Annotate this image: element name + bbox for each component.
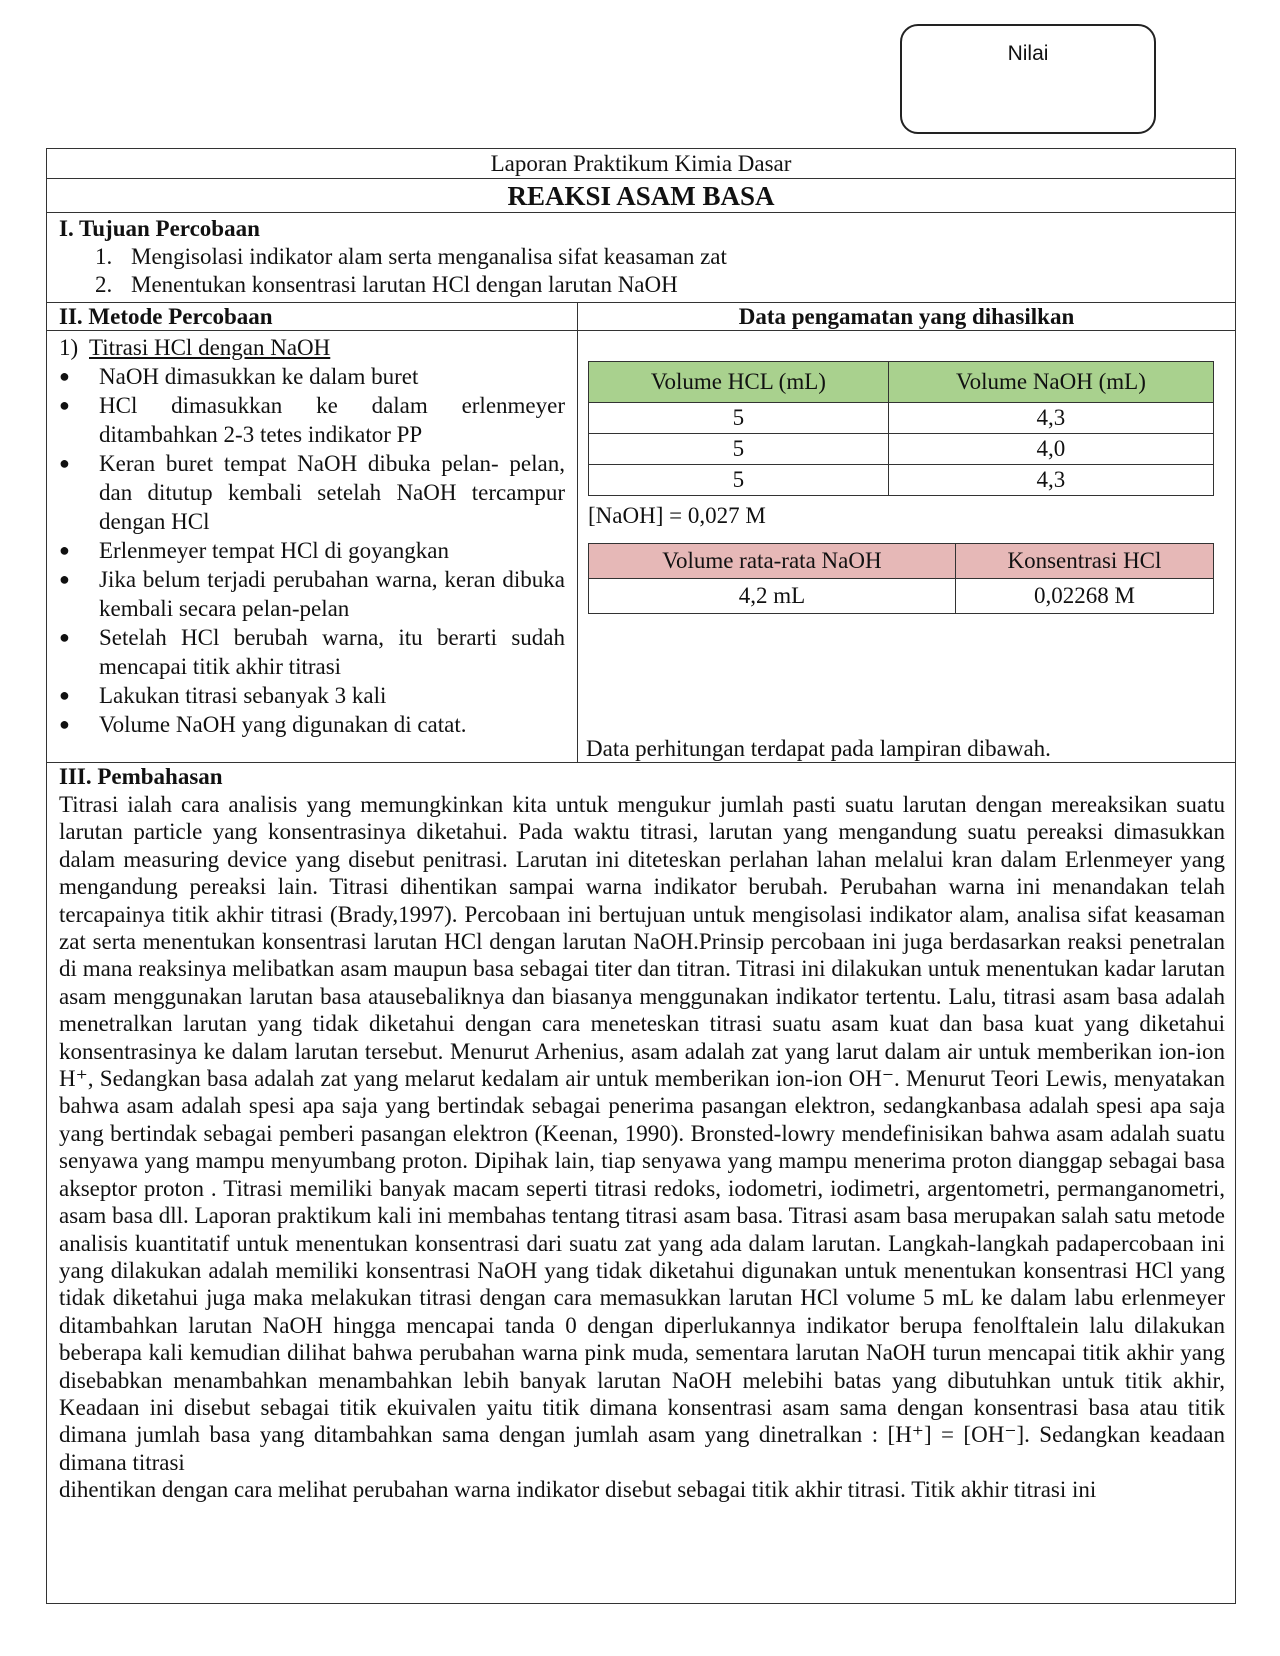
purpose-item-number: 1. xyxy=(95,244,113,269)
course-title: Laporan Praktikum Kimia Dasar xyxy=(47,149,1235,179)
column-header: Volume HCL (mL) xyxy=(589,362,889,403)
table-cell: 4,0 xyxy=(888,434,1213,465)
bullet-icon: ● xyxy=(59,453,70,473)
method-step xyxy=(59,536,565,565)
table-row xyxy=(589,434,1214,465)
method-steps xyxy=(59,362,565,739)
purpose-section xyxy=(47,213,1235,303)
observation-heading: Data pengamatan yang dihasilkan xyxy=(738,304,1075,329)
result-table xyxy=(588,543,1214,614)
method-step-text: HCl dimasukkan ke dalam erlenmeyer ditambahkan 2-3 tetes indikator PP xyxy=(99,393,565,447)
discussion-section xyxy=(47,763,1235,1504)
discussion-heading: III. Pembahasan xyxy=(59,764,223,789)
bullet-icon: ● xyxy=(59,627,70,647)
bullet-icon: ● xyxy=(59,540,70,560)
bullet-icon: ● xyxy=(59,395,70,415)
report-table xyxy=(46,148,1236,1604)
volume-table xyxy=(588,361,1214,496)
method-step xyxy=(59,565,565,623)
table-cell: 5 xyxy=(589,434,889,465)
table-cell: 4,2 mL xyxy=(589,579,956,614)
report-title: REAKSI ASAM BASA xyxy=(47,179,1235,213)
purpose-item xyxy=(95,243,1223,271)
table-cell: 5 xyxy=(589,403,889,434)
method-step-text: Keran buret tempat NaOH dibuka pelan- pelan, dan ditutup kembali setelah NaOH tercampur dengan HCl xyxy=(99,451,565,534)
method-heading: II. Metode Percobaan xyxy=(47,303,578,330)
method-observation-row xyxy=(47,331,1235,763)
table-cell: 4,3 xyxy=(888,403,1213,434)
column-header: Konsentrasi HCl xyxy=(955,544,1213,579)
discussion-paragraph: dihentikan dengan cara melihat perubahan warna indikator disebut sebagai titik akhir titrasi. Titik akhir titrasi ini xyxy=(59,1477,1097,1503)
bullet-icon: ● xyxy=(59,569,70,589)
method-step xyxy=(59,710,565,739)
column-header: Volume NaOH (mL) xyxy=(888,362,1213,403)
purpose-heading: I. Tujuan Percobaan xyxy=(59,216,260,241)
calculation-note: Data perhitungan terdapat pada lampiran dibawah. xyxy=(586,736,1051,761)
table-header-row xyxy=(589,362,1214,403)
table-cell: 4,3 xyxy=(888,465,1213,496)
column-header: Volume rata-rata NaOH xyxy=(589,544,956,579)
section-header-row xyxy=(47,303,1235,331)
bullet-icon: ● xyxy=(59,714,70,734)
method-step-text: NaOH dimasukkan ke dalam buret xyxy=(99,364,419,389)
method-step-text: Lakukan titrasi sebanyak 3 kali xyxy=(99,683,387,708)
method-step xyxy=(59,391,565,449)
method-subtitle-text: Titrasi HCl dengan NaOH xyxy=(89,335,331,360)
method-step-text: Erlenmeyer tempat HCl di goyangkan xyxy=(99,538,450,563)
method-step xyxy=(59,681,565,710)
method-step-text: Volume NaOH yang digunakan di catat. xyxy=(99,712,467,737)
table-header-row xyxy=(589,544,1214,579)
method-subtitle xyxy=(59,333,565,362)
method-step xyxy=(59,362,565,391)
method-step xyxy=(59,449,565,536)
table-row xyxy=(589,579,1214,614)
observation-column xyxy=(578,331,1235,762)
naoh-concentration: [NaOH] = 0,027 M xyxy=(588,503,766,528)
purpose-item-text: Mengisolasi indikator alam serta menganalisa sifat keasaman zat xyxy=(131,244,727,269)
bullet-icon: ● xyxy=(59,685,70,705)
method-column xyxy=(47,331,578,762)
bullet-icon: ● xyxy=(59,366,70,386)
grade-label: Nilai xyxy=(1007,42,1049,65)
method-step-text: Jika belum terjadi perubahan warna, keran dibuka kembali secara pelan-pelan xyxy=(99,567,565,621)
grade-box xyxy=(900,24,1156,134)
purpose-item-number: 2. xyxy=(95,272,113,297)
discussion-paragraph: Titrasi ialah cara analisis yang memungkinkan kita untuk mengukur jumlah pasti suatu larutan dengan mereaksikan suatu larutan particle yang konsentrasinya diketahui. Pada waktu titrasi, larutan yang mengandung suatu pereaksi dimasukkan dalam measuring device yang disebut penitrasi. Larutan ini diteteskan perlahan lahan melalui kran dalam Erlenmeyer yang mengandung pereaksi lain. Titrasi dihentikan sampai warna indikator berubah. Perubahan warna ini menandakan telah tercapainya titik akhir titrasi (Brady,1997). Percobaan ini bertujuan untuk mengisolasi indikator alam, analisa sifat keasaman zat serta menentukan konsentrasi larutan HCl dengan larutan NaOH.Prinsip percobaan ini juga berdasarkan reaksi penetralan di mana reaksinya melibatkan asam maupun basa sebagai titer dan titran. Titrasi ini dilakukan untuk menentukan kadar larutan asam menggunakan larutan basa atausebaliknya dan biasanya menggunakan indikator tertentu. Lalu, titrasi asam basa adalah menetralkan larutan yang tidak diketahui dengan cara meneteskan titrasi suatu asam kuat dan basa kuat yang diketahui konsentrasinya ke dalam larutan tersebut. Menurut Arhenius, asam adalah zat yang larut dalam air untuk memberikan ion-ion H⁺, Sedangkan basa adalah zat yang melarut kedalam air untuk memberikan ion-ion OH⁻. Menurut Teori Lewis, menyatakan bahwa asam adalah spesi apa saja yang bertindak sebagai penerima pasangan elektron, sedangkanbasa adalah spesi apa saja yang bertindak sebagai pemberi pasangan elektron (Keenan, 1990). Bronsted-lowry mendefinisikan bahwa asam adalah suatu senyawa yang mampu menyumbang proton. Dipihak lain, tiap senyawa yang mampu menerima proton dianggap sebagai basa akseptor proton . Titrasi memiliki banyak macam seperti titrasi redoks, iodometri, iodimetri, argentometri, permanganometri, asam basa dll. Laporan praktikum kali ini membahas tentang titrasi asam basa. Titrasi asam basa merupakan salah satu metode analisis kuantitatif untuk menentukan konsentrasi dari suatu zat yang ada dalam larutan. Langkah-langkah padapercobaan ini yang dilakukan adalah memiliki konsentrasi NaOH yang tidak diketahui digunakan untuk menentukan konsentrasi HCl yang tidak diketahui juga maka melakukan titrasi dengan cara memasukkan larutan HCl volume 5 mL ke dalam labu erlenmeyer ditambahkan larutan NaOH hingga mencapai tanda 0 dengan diperlukannya indikator berupa fenolftalein lalu dilakukan beberapa kali kemudian dilihat bahwa perubahan warna pink muda, sementara larutan NaOH turun mencapai titik akhir yang disebabkan menambahkan menambahkan lebih banyak larutan NaOH melebihi batas yang dibutuhkan untuk titik akhir, Keadaan ini disebut sebagai titik ekuivalen yaitu titik dimana konsentrasi asam sama dengan konsentrasi basa atau titik dimana jumlah basa yang ditambahkan sama dengan jumlah asam yang dinetralkan : [H⁺] = [OH⁻]. Sedangkan keadaan dimana titrasi xyxy=(59,792,1225,1475)
table-cell: 0,02268 M xyxy=(955,579,1213,614)
purpose-item-text: Menentukan konsentrasi larutan HCl dengan larutan NaOH xyxy=(131,272,678,297)
purpose-item xyxy=(95,271,1223,299)
table-row xyxy=(589,465,1214,496)
table-row xyxy=(589,403,1214,434)
method-step-text: Setelah HCl berubah warna, itu berarti sudah mencapai titik akhir titrasi xyxy=(99,625,565,679)
method-step xyxy=(59,623,565,681)
table-cell: 5 xyxy=(589,465,889,496)
method-subtitle-number: 1) xyxy=(59,335,79,360)
